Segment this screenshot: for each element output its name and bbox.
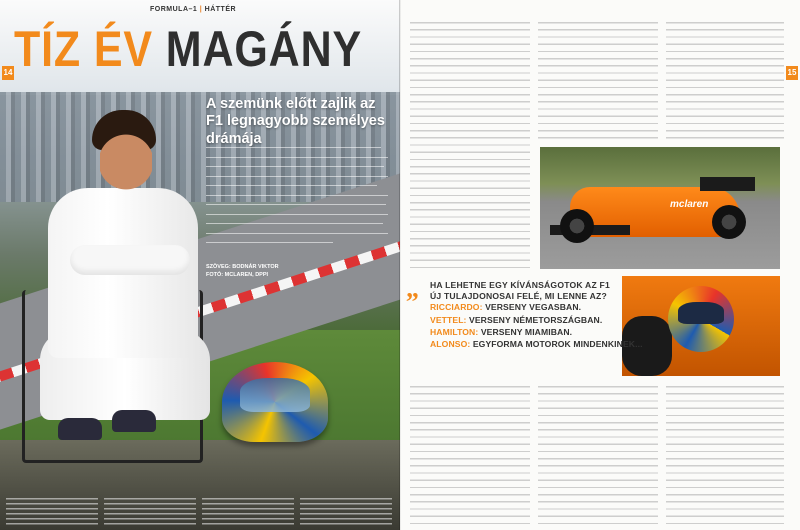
answer-name: ALONSO: xyxy=(430,338,471,349)
car-brand-logo: mclaren xyxy=(670,199,709,210)
section-name: FORMULA–1 xyxy=(150,6,198,13)
body-column-right-4 xyxy=(410,386,530,526)
section-label xyxy=(150,6,236,13)
body-column-left-4 xyxy=(300,498,392,526)
article-credits xyxy=(206,264,279,279)
answer-text: VERSENY NÉMETORSZÁGBAN. xyxy=(469,314,603,325)
photo-credit: FOTÓ: MCLAREN, DPPI xyxy=(206,271,269,278)
article-title xyxy=(14,21,363,77)
lead-paragraph xyxy=(206,140,388,245)
answer-text: EGYFORMA MOTOROK MINDENKINEK... xyxy=(472,338,643,349)
answer-name: VETTEL: xyxy=(430,314,467,325)
title-part-2: MAGÁNY xyxy=(165,21,363,77)
body-column-right-5 xyxy=(538,386,658,526)
answer-name: RICCIARDO: xyxy=(430,302,483,313)
quote-answer xyxy=(430,338,643,350)
race-car-photo xyxy=(540,147,780,269)
body-column-right-6 xyxy=(666,386,784,526)
cockpit-visor xyxy=(678,302,724,324)
front-wheel xyxy=(560,209,594,243)
driver-head xyxy=(100,120,152,190)
section-separator: | xyxy=(199,6,203,13)
quote-box xyxy=(406,274,643,350)
page-fold xyxy=(399,0,401,530)
driver-shoe-right xyxy=(112,410,156,432)
answer-text: VERSENY MIAMIBAN. xyxy=(480,326,573,337)
body-column-left-1 xyxy=(6,498,98,526)
quote-answer xyxy=(430,302,618,313)
body-column-left-2 xyxy=(104,498,196,526)
text-credit: SZÖVEG: BODNÁR VIKTOR xyxy=(206,264,279,270)
helmet-visor xyxy=(240,378,310,412)
quote-answer xyxy=(430,327,618,338)
body-column-right-2 xyxy=(538,22,658,140)
title-part-1: TÍZ ÉV xyxy=(14,21,153,77)
subsection-name: HÁTTÉR xyxy=(204,6,237,13)
answer-text: VERSENY VEGASBAN. xyxy=(485,302,582,313)
page-number-right: 15 xyxy=(786,66,798,80)
page-number-left: 14 xyxy=(2,66,14,80)
article-subtitle: A szemünk előtt zajlik az F1 legnagyobb személyes drámája xyxy=(206,96,385,147)
quote-answer xyxy=(430,315,618,326)
body-column-left-3 xyxy=(202,498,294,526)
driver-crossed-arms xyxy=(70,245,190,275)
answer-name: HAMILTON: xyxy=(430,326,479,337)
quote-mark-icon: „ xyxy=(406,274,419,303)
body-column-right-3 xyxy=(666,22,784,140)
rear-wheel xyxy=(712,205,746,239)
rear-wing xyxy=(700,177,755,191)
body-column-right-1 xyxy=(410,22,530,268)
driver-in-cockpit-photo xyxy=(622,276,780,376)
driver-shoe-left xyxy=(58,418,102,440)
quote-question: HA LEHETNE EGY KÍVÁNSÁGOTOK AZ F1 ÚJ TULAJDONOSAI FELÉ, MI LENNE AZ? xyxy=(430,280,610,301)
